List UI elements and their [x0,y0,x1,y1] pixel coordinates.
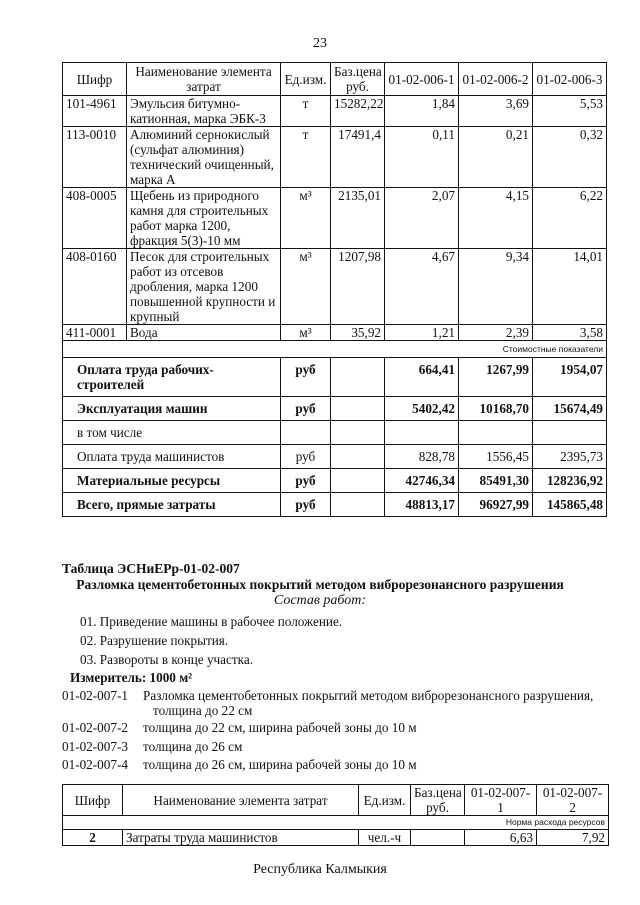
table-row [63,188,607,249]
cell-price: 35,92 [331,325,385,341]
section-label: Стоимостные показатели [63,341,607,358]
summary-unit: руб [281,397,331,421]
summary-name: Оплата труда рабочих-строителей [63,358,281,397]
summary-value-2: 1267,99 [459,358,533,397]
item-code-1: 01-02-007-1 [62,688,128,703]
summary-value-1: 42746,34 [385,469,459,493]
summary-price [331,445,385,469]
summary-price [331,421,385,445]
summary-unit: руб [281,493,331,517]
cell-value-2: 2,39 [459,325,533,341]
table-row [63,127,607,188]
table-row [63,325,607,341]
section-row [63,341,607,358]
table-row [63,249,607,325]
cell-code: 2 [63,830,123,846]
summary-row [63,445,607,469]
summary-name: Эксплуатация машин [63,397,281,421]
summary-value-1: 664,41 [385,358,459,397]
col-header-unit: Ед.изм. [281,63,331,96]
summary-value-3: 145865,48 [533,493,607,517]
cell-value-2: 7,92 [537,830,609,846]
summary-value-2: 10168,70 [459,397,533,421]
cell-name: Алюминий сернокислый (сульфат алюминия) технический очищенный, марка А [127,127,281,188]
cell-value-1: 6,63 [465,830,537,846]
col-header-price: Баз.цена руб. [411,785,465,816]
cell-unit: м³ [281,325,331,341]
cell-price: 1207,98 [331,249,385,325]
col-header-c2: 01-02-007-2 [537,785,609,816]
col-header-c1: 01-02-007-1 [465,785,537,816]
col-header-c1: 01-02-006-1 [385,63,459,96]
summary-unit: руб [281,469,331,493]
work-step-1: 01. Приведение машины в рабочее положение. [80,614,343,629]
cell-code: 113-0010 [63,127,127,188]
summary-value-3: 2395,73 [533,445,607,469]
cell-value-1: 1,21 [385,325,459,341]
summary-price [331,469,385,493]
cell-code: 408-0160 [63,249,127,325]
page-number: 23 [313,36,327,51]
cell-name: Эмульсия битумно-катионная, марка ЭБК-3 [127,96,281,127]
item-text-1: Разломка цементобетонных покрытий методом виброрезонансного разрушения, [143,688,594,703]
composition-title: Состав работ: [273,593,367,608]
cell-unit: т [281,96,331,127]
summary-value-3: 1954,07 [533,358,607,397]
cell-value-1: 1,84 [385,96,459,127]
summary-value-1: 828,78 [385,445,459,469]
cell-value-3: 6,22 [533,188,607,249]
section-row [63,816,609,830]
cell-value-1: 4,67 [385,249,459,325]
table-row [63,830,609,846]
col-header-name: Наименование элемента затрат [127,63,281,96]
item-code-4: 01-02-007-4 [62,757,128,772]
summary-value-1: 48813,17 [385,493,459,517]
col-header-code: Шифр [63,63,127,96]
item-code-2: 01-02-007-2 [62,720,128,735]
summary-value-2: 96927,99 [459,493,533,517]
col-header-c2: 01-02-006-2 [459,63,533,96]
item-code-3: 01-02-007-3 [62,739,128,754]
resource-table-2 [62,784,609,846]
cell-value-1: 2,07 [385,188,459,249]
summary-unit [281,421,331,445]
summary-value-2 [459,421,533,445]
cell-value-3: 3,58 [533,325,607,341]
summary-price [331,493,385,517]
cell-code: 101-4961 [63,96,127,127]
cell-unit: м³ [281,188,331,249]
section-heading: Разломка цементобетонных покрытий методом виброрезонансного разрушения [76,577,564,592]
cell-value-2: 0,21 [459,127,533,188]
cell-unit: м³ [281,249,331,325]
table-header-row [63,785,609,816]
cell-value-3: 5,53 [533,96,607,127]
cell-unit: т [281,127,331,188]
summary-row [63,421,607,445]
summary-name: Материальные ресурсы [63,469,281,493]
meter-label: Измеритель: 1000 м² [70,670,193,685]
cell-value-2: 4,15 [459,188,533,249]
summary-unit: руб [281,445,331,469]
summary-row [63,397,607,421]
cell-name: Вода [127,325,281,341]
summary-row [63,469,607,493]
summary-value-3: 15674,49 [533,397,607,421]
col-header-code: Шифр [63,785,123,816]
cell-value-1: 0,11 [385,127,459,188]
summary-unit: руб [281,358,331,397]
section-label: Норма расхода ресурсов [63,816,609,830]
cell-price: 17491,4 [331,127,385,188]
item-text-4: толщина до 26 см, ширина рабочей зоны до 10 м [143,757,417,772]
work-step-3: 03. Развороты в конце участка. [80,652,254,667]
summary-value-2: 85491,30 [459,469,533,493]
summary-name: Оплата труда машинистов [63,445,281,469]
cell-value-2: 9,34 [459,249,533,325]
item-text-1b: толщина до 22 см [153,703,253,718]
col-header-name: Наименование элемента затрат [123,785,359,816]
summary-row [63,358,607,397]
col-header-price: Баз.цена руб. [331,63,385,96]
resource-table [62,62,607,517]
cell-code: 411-0001 [63,325,127,341]
cell-value-2: 3,69 [459,96,533,127]
col-header-unit: Ед.изм. [359,785,411,816]
cell-price: 15282,22 [331,96,385,127]
summary-name: Всего, прямые затраты [63,493,281,517]
summary-value-2: 1556,45 [459,445,533,469]
summary-value-1: 5402,42 [385,397,459,421]
cell-value-3: 14,01 [533,249,607,325]
col-header-c3: 01-02-006-3 [533,63,607,96]
cell-name: Песок для строительных работ из отсевов дробления, марка 1200 повышенной крупности и крупный [127,249,281,325]
summary-name: в том числе [63,421,281,445]
page-footer: Республика Калмыкия [253,862,387,877]
cell-unit: чел.-ч [359,830,411,846]
cell-price [411,830,465,846]
summary-price [331,397,385,421]
summary-price [331,358,385,397]
table-row [63,96,607,127]
summary-row [63,493,607,517]
summary-value-3: 128236,92 [533,469,607,493]
summary-value-1 [385,421,459,445]
work-step-2: 02. Разрушение покрытия. [80,633,229,648]
cell-value-3: 0,32 [533,127,607,188]
table-header-row [63,63,607,96]
cell-code: 408-0005 [63,188,127,249]
item-text-3: толщина до 26 см [143,739,243,754]
cell-price: 2135,01 [331,188,385,249]
cell-name: Щебень из природного камня для строительных работ марка 1200, фракция 5(3)-10 мм [127,188,281,249]
cell-name: Затраты труда машинистов [123,830,359,846]
item-text-2: толщина до 22 см, ширина рабочей зоны до 10 м [143,720,417,735]
table-title: Таблица ЭСНиЕРр-01-02-007 [62,561,240,576]
summary-value-3 [533,421,607,445]
